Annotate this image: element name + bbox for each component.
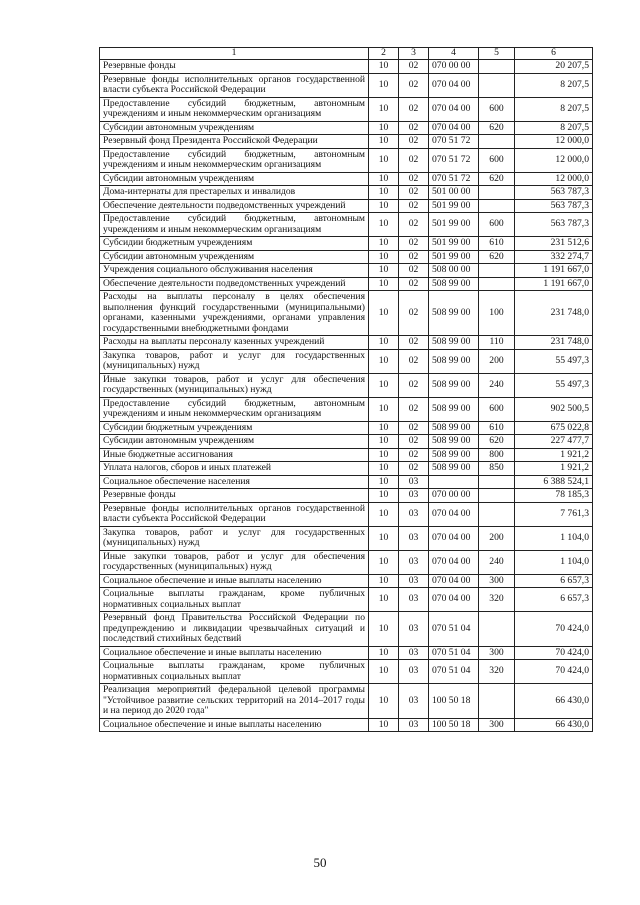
table-row: [100, 373, 593, 397]
row-name: Социальное обеспечение и иные выплаты населению: [100, 574, 369, 588]
row-section: 10: [369, 250, 399, 264]
row-subsection: 02: [399, 148, 429, 172]
row-name: Уплата налогов, сборов и иных платежей: [100, 462, 369, 476]
row-section: 10: [369, 550, 399, 574]
row-target-code: 508 99 00: [429, 336, 479, 350]
table-row: [100, 397, 593, 421]
row-section: 10: [369, 264, 399, 278]
row-subsection: 02: [399, 349, 429, 373]
row-section: 10: [369, 462, 399, 476]
row-expense-type: 200: [479, 526, 515, 550]
row-section: 10: [369, 213, 399, 237]
row-name: Социальное обеспечение и иные выплаты населению: [100, 718, 369, 732]
row-expense-type: 320: [479, 588, 515, 612]
row-target-code: 508 99 00: [429, 373, 479, 397]
row-subsection: 02: [399, 60, 429, 74]
table-row: [100, 421, 593, 435]
row-name: Обеспечение деятельности подведомственных учреждений: [100, 277, 369, 291]
row-section: 10: [369, 574, 399, 588]
table-row: [100, 588, 593, 612]
row-amount: 55 497,3: [515, 349, 593, 373]
row-name: Резервные фонды исполнительных органов государственной власти субъекта Российской Федерации: [100, 502, 369, 526]
table-row: [100, 264, 593, 278]
table-row: [100, 213, 593, 237]
row-amount: 8 207,5: [515, 97, 593, 121]
row-section: 10: [369, 588, 399, 612]
header-col-6: 6: [515, 48, 593, 60]
row-subsection: 03: [399, 502, 429, 526]
row-target-code: 070 51 04: [429, 646, 479, 660]
row-expense-type: [479, 489, 515, 503]
row-target-code: [429, 475, 479, 489]
row-expense-type: [479, 264, 515, 278]
row-expense-type: 600: [479, 148, 515, 172]
row-expense-type: 620: [479, 172, 515, 186]
row-expense-type: 620: [479, 435, 515, 449]
table-row: [100, 237, 593, 251]
row-name: Социальные выплаты гражданам, кроме публичных нормативных социальных выплат: [100, 588, 369, 612]
row-target-code: 501 99 00: [429, 213, 479, 237]
row-name: Резервные фонды: [100, 489, 369, 503]
row-subsection: 03: [399, 718, 429, 732]
row-subsection: 03: [399, 526, 429, 550]
row-target-code: 508 99 00: [429, 435, 479, 449]
row-expense-type: 600: [479, 397, 515, 421]
table-row: [100, 612, 593, 647]
row-name: Резервные фонды исполнительных органов государственной власти субъекта Российской Федерации: [100, 73, 369, 97]
row-expense-type: 620: [479, 121, 515, 135]
row-amount: 8 207,5: [515, 121, 593, 135]
row-amount: 7 761,3: [515, 502, 593, 526]
row-subsection: 02: [399, 462, 429, 476]
row-target-code: 070 04 00: [429, 550, 479, 574]
row-section: 10: [369, 612, 399, 647]
row-section: 10: [369, 646, 399, 660]
row-target-code: 070 04 00: [429, 588, 479, 612]
row-subsection: 03: [399, 660, 429, 684]
row-subsection: 02: [399, 250, 429, 264]
row-expense-type: 200: [479, 349, 515, 373]
budget-table: [99, 47, 593, 732]
row-expense-type: 240: [479, 550, 515, 574]
row-expense-type: 300: [479, 646, 515, 660]
row-subsection: 02: [399, 121, 429, 135]
row-section: 10: [369, 435, 399, 449]
table-row: [100, 60, 593, 74]
table-body: [100, 60, 593, 732]
row-section: 10: [369, 121, 399, 135]
row-amount: 12 000,0: [515, 172, 593, 186]
row-name: Расходы на выплаты персоналу казенных учреждений: [100, 336, 369, 350]
row-name: Иные закупки товаров, работ и услуг для обеспечения государственных (муниципальных) нужд: [100, 550, 369, 574]
row-section: 10: [369, 97, 399, 121]
row-section: 10: [369, 684, 399, 719]
row-subsection: 02: [399, 264, 429, 278]
row-amount: 227 477,7: [515, 435, 593, 449]
row-name: Расходы на выплаты персоналу в целях обеспечения выполнения функций государственными (муниципальными) органами, казенными учреждениями, органами управления государственными внебюджетными фондами: [100, 291, 369, 336]
table-row: [100, 435, 593, 449]
row-section: 10: [369, 448, 399, 462]
row-name: Резервный фонд Президента Российской Федерации: [100, 135, 369, 149]
row-target-code: 501 99 00: [429, 250, 479, 264]
row-name: Социальное обеспечение населения: [100, 475, 369, 489]
row-amount: 12 000,0: [515, 148, 593, 172]
row-expense-type: [479, 475, 515, 489]
row-subsection: 02: [399, 421, 429, 435]
row-expense-type: 110: [479, 336, 515, 350]
row-subsection: 02: [399, 336, 429, 350]
row-expense-type: 600: [479, 213, 515, 237]
row-target-code: 070 04 00: [429, 526, 479, 550]
row-subsection: 03: [399, 646, 429, 660]
row-amount: 8 207,5: [515, 73, 593, 97]
row-name: Иные бюджетные ассигнования: [100, 448, 369, 462]
row-name: Предоставление субсидий бюджетным, автономным учреждениям и иным некоммерческим организациям: [100, 148, 369, 172]
row-amount: 231 512,6: [515, 237, 593, 251]
row-subsection: 03: [399, 574, 429, 588]
table-row: [100, 489, 593, 503]
row-subsection: 02: [399, 186, 429, 200]
table-row: [100, 135, 593, 149]
row-target-code: 070 04 00: [429, 73, 479, 97]
row-expense-type: [479, 186, 515, 200]
row-subsection: 02: [399, 277, 429, 291]
row-expense-type: [479, 612, 515, 647]
row-section: 10: [369, 718, 399, 732]
row-subsection: 02: [399, 135, 429, 149]
table-row: [100, 199, 593, 213]
table-row: [100, 291, 593, 336]
table-header: [100, 48, 593, 60]
row-target-code: 508 99 00: [429, 462, 479, 476]
row-subsection: 03: [399, 489, 429, 503]
row-amount: 66 430,0: [515, 718, 593, 732]
row-expense-type: [479, 73, 515, 97]
row-amount: 6 657,3: [515, 588, 593, 612]
row-amount: 563 787,3: [515, 199, 593, 213]
row-amount: 1 191 667,0: [515, 277, 593, 291]
row-amount: 1 104,0: [515, 526, 593, 550]
row-name: Реализация мероприятий федеральной целевой программы "Устойчивое развитие сельских территорий на 2014–2017 годы и на период до 2020 года": [100, 684, 369, 719]
row-name: Предоставление субсидий бюджетным, автономным учреждениям и иным некоммерческим организациям: [100, 213, 369, 237]
table-row: [100, 646, 593, 660]
row-target-code: 508 99 00: [429, 421, 479, 435]
row-expense-type: 610: [479, 237, 515, 251]
row-section: 10: [369, 502, 399, 526]
table-row: [100, 186, 593, 200]
row-target-code: 508 99 00: [429, 448, 479, 462]
row-name: Предоставление субсидий бюджетным, автономным учреждениям и иным некоммерческим организациям: [100, 397, 369, 421]
row-expense-type: 850: [479, 462, 515, 476]
row-name: Резервный фонд Правительства Российской Федерации по предупреждению и ликвидации чрезвычайных ситуаций и последствий стихийных бедствий: [100, 612, 369, 647]
table-row: [100, 172, 593, 186]
row-expense-type: [479, 135, 515, 149]
table-row: [100, 574, 593, 588]
row-target-code: 100 50 18: [429, 718, 479, 732]
table-row: [100, 448, 593, 462]
row-expense-type: 300: [479, 574, 515, 588]
table-row: [100, 718, 593, 732]
row-amount: 70 424,0: [515, 612, 593, 647]
row-expense-type: [479, 199, 515, 213]
row-name: Субсидии автономным учреждениям: [100, 121, 369, 135]
row-amount: 55 497,3: [515, 373, 593, 397]
table-row: [100, 349, 593, 373]
row-section: 10: [369, 277, 399, 291]
row-name: Закупка товаров, работ и услуг для государственных (муниципальных) нужд: [100, 526, 369, 550]
header-col-4: 4: [429, 48, 479, 60]
row-section: 10: [369, 199, 399, 213]
row-subsection: 02: [399, 373, 429, 397]
row-amount: 563 787,3: [515, 186, 593, 200]
row-name: Субсидии бюджетным учреждениям: [100, 421, 369, 435]
row-amount: 231 748,0: [515, 336, 593, 350]
row-amount: 1 104,0: [515, 550, 593, 574]
row-target-code: 100 50 18: [429, 684, 479, 719]
row-target-code: 070 51 72: [429, 172, 479, 186]
row-subsection: 02: [399, 172, 429, 186]
row-target-code: 501 99 00: [429, 237, 479, 251]
row-amount: 70 424,0: [515, 646, 593, 660]
header-col-2: 2: [369, 48, 399, 60]
header-col-3: 3: [399, 48, 429, 60]
row-target-code: 070 00 00: [429, 489, 479, 503]
row-target-code: 501 00 00: [429, 186, 479, 200]
row-expense-type: [479, 684, 515, 719]
row-section: 10: [369, 172, 399, 186]
row-section: 10: [369, 186, 399, 200]
row-subsection: 02: [399, 97, 429, 121]
row-target-code: 070 51 72: [429, 135, 479, 149]
row-expense-type: 300: [479, 718, 515, 732]
row-name: Дома-интернаты для престарелых и инвалидов: [100, 186, 369, 200]
row-name: Субсидии бюджетным учреждениям: [100, 237, 369, 251]
row-section: 10: [369, 73, 399, 97]
header-row: [100, 48, 593, 60]
row-section: 10: [369, 148, 399, 172]
row-expense-type: 800: [479, 448, 515, 462]
row-target-code: 070 51 04: [429, 612, 479, 647]
row-name: Закупка товаров, работ и услуг для государственных (муниципальных) нужд: [100, 349, 369, 373]
table-row: [100, 502, 593, 526]
table-row: [100, 336, 593, 350]
row-amount: 6 657,3: [515, 574, 593, 588]
row-section: 10: [369, 237, 399, 251]
row-amount: 902 500,5: [515, 397, 593, 421]
row-subsection: 02: [399, 237, 429, 251]
row-section: 10: [369, 373, 399, 397]
row-section: 10: [369, 336, 399, 350]
row-name: Субсидии автономным учреждениям: [100, 172, 369, 186]
row-amount: 332 274,7: [515, 250, 593, 264]
row-section: 10: [369, 660, 399, 684]
row-name: Учреждения социального обслуживания населения: [100, 264, 369, 278]
row-subsection: 02: [399, 435, 429, 449]
row-target-code: 508 99 00: [429, 397, 479, 421]
row-amount: 12 000,0: [515, 135, 593, 149]
row-section: 10: [369, 421, 399, 435]
row-name: Социальное обеспечение и иные выплаты населению: [100, 646, 369, 660]
row-section: 10: [369, 135, 399, 149]
row-name: Субсидии автономным учреждениям: [100, 250, 369, 264]
table-row: [100, 660, 593, 684]
row-expense-type: 320: [479, 660, 515, 684]
row-amount: 563 787,3: [515, 213, 593, 237]
row-name: Резервные фонды: [100, 60, 369, 74]
table-row: [100, 684, 593, 719]
row-target-code: 070 51 72: [429, 148, 479, 172]
row-section: 10: [369, 526, 399, 550]
table-row: [100, 121, 593, 135]
row-subsection: 03: [399, 612, 429, 647]
row-name: Субсидии автономным учреждениям: [100, 435, 369, 449]
row-target-code: 070 51 04: [429, 660, 479, 684]
page-number: 50: [313, 855, 327, 870]
table-row: [100, 526, 593, 550]
row-target-code: 508 99 00: [429, 291, 479, 336]
row-target-code: 508 00 00: [429, 264, 479, 278]
row-amount: 6 388 524,1: [515, 475, 593, 489]
row-expense-type: 620: [479, 250, 515, 264]
row-subsection: 02: [399, 213, 429, 237]
row-section: 10: [369, 60, 399, 74]
row-amount: 66 430,0: [515, 684, 593, 719]
row-expense-type: 100: [479, 291, 515, 336]
table-row: [100, 250, 593, 264]
row-subsection: 02: [399, 448, 429, 462]
row-subsection: 03: [399, 550, 429, 574]
row-target-code: 070 04 00: [429, 97, 479, 121]
table-row: [100, 277, 593, 291]
table-row: [100, 97, 593, 121]
row-target-code: 070 04 00: [429, 502, 479, 526]
row-subsection: 03: [399, 588, 429, 612]
row-subsection: 02: [399, 73, 429, 97]
row-amount: 1 191 667,0: [515, 264, 593, 278]
row-amount: 231 748,0: [515, 291, 593, 336]
row-section: 10: [369, 349, 399, 373]
row-name: Обеспечение деятельности подведомственных учреждений: [100, 199, 369, 213]
row-section: 10: [369, 475, 399, 489]
row-expense-type: [479, 502, 515, 526]
table-row: [100, 550, 593, 574]
row-name: Иные закупки товаров, работ и услуг для обеспечения государственных (муниципальных) нужд: [100, 373, 369, 397]
row-section: 10: [369, 489, 399, 503]
row-amount: 1 921,2: [515, 448, 593, 462]
row-target-code: 508 99 00: [429, 277, 479, 291]
row-section: 10: [369, 291, 399, 336]
table-row: [100, 73, 593, 97]
row-amount: 78 185,3: [515, 489, 593, 503]
row-target-code: 070 04 00: [429, 121, 479, 135]
row-target-code: 501 99 00: [429, 199, 479, 213]
row-name: Социальные выплаты гражданам, кроме публичных нормативных социальных выплат: [100, 660, 369, 684]
row-section: 10: [369, 397, 399, 421]
row-target-code: 070 04 00: [429, 574, 479, 588]
row-amount: 1 921,2: [515, 462, 593, 476]
row-target-code: 508 99 00: [429, 349, 479, 373]
table-row: [100, 462, 593, 476]
header-col-1: 1: [100, 48, 369, 60]
row-amount: 20 207,5: [515, 60, 593, 74]
table-row: [100, 475, 593, 489]
header-col-5: 5: [479, 48, 515, 60]
row-subsection: 02: [399, 199, 429, 213]
row-subsection: 03: [399, 475, 429, 489]
row-name: Предоставление субсидий бюджетным, автономным учреждениям и иным некоммерческим организациям: [100, 97, 369, 121]
row-subsection: 03: [399, 684, 429, 719]
table-row: [100, 148, 593, 172]
row-subsection: 02: [399, 291, 429, 336]
row-expense-type: [479, 60, 515, 74]
row-subsection: 02: [399, 397, 429, 421]
row-amount: 70 424,0: [515, 660, 593, 684]
row-expense-type: 240: [479, 373, 515, 397]
row-amount: 675 022,8: [515, 421, 593, 435]
row-target-code: 070 00 00: [429, 60, 479, 74]
row-expense-type: [479, 277, 515, 291]
row-expense-type: 600: [479, 97, 515, 121]
row-expense-type: 610: [479, 421, 515, 435]
